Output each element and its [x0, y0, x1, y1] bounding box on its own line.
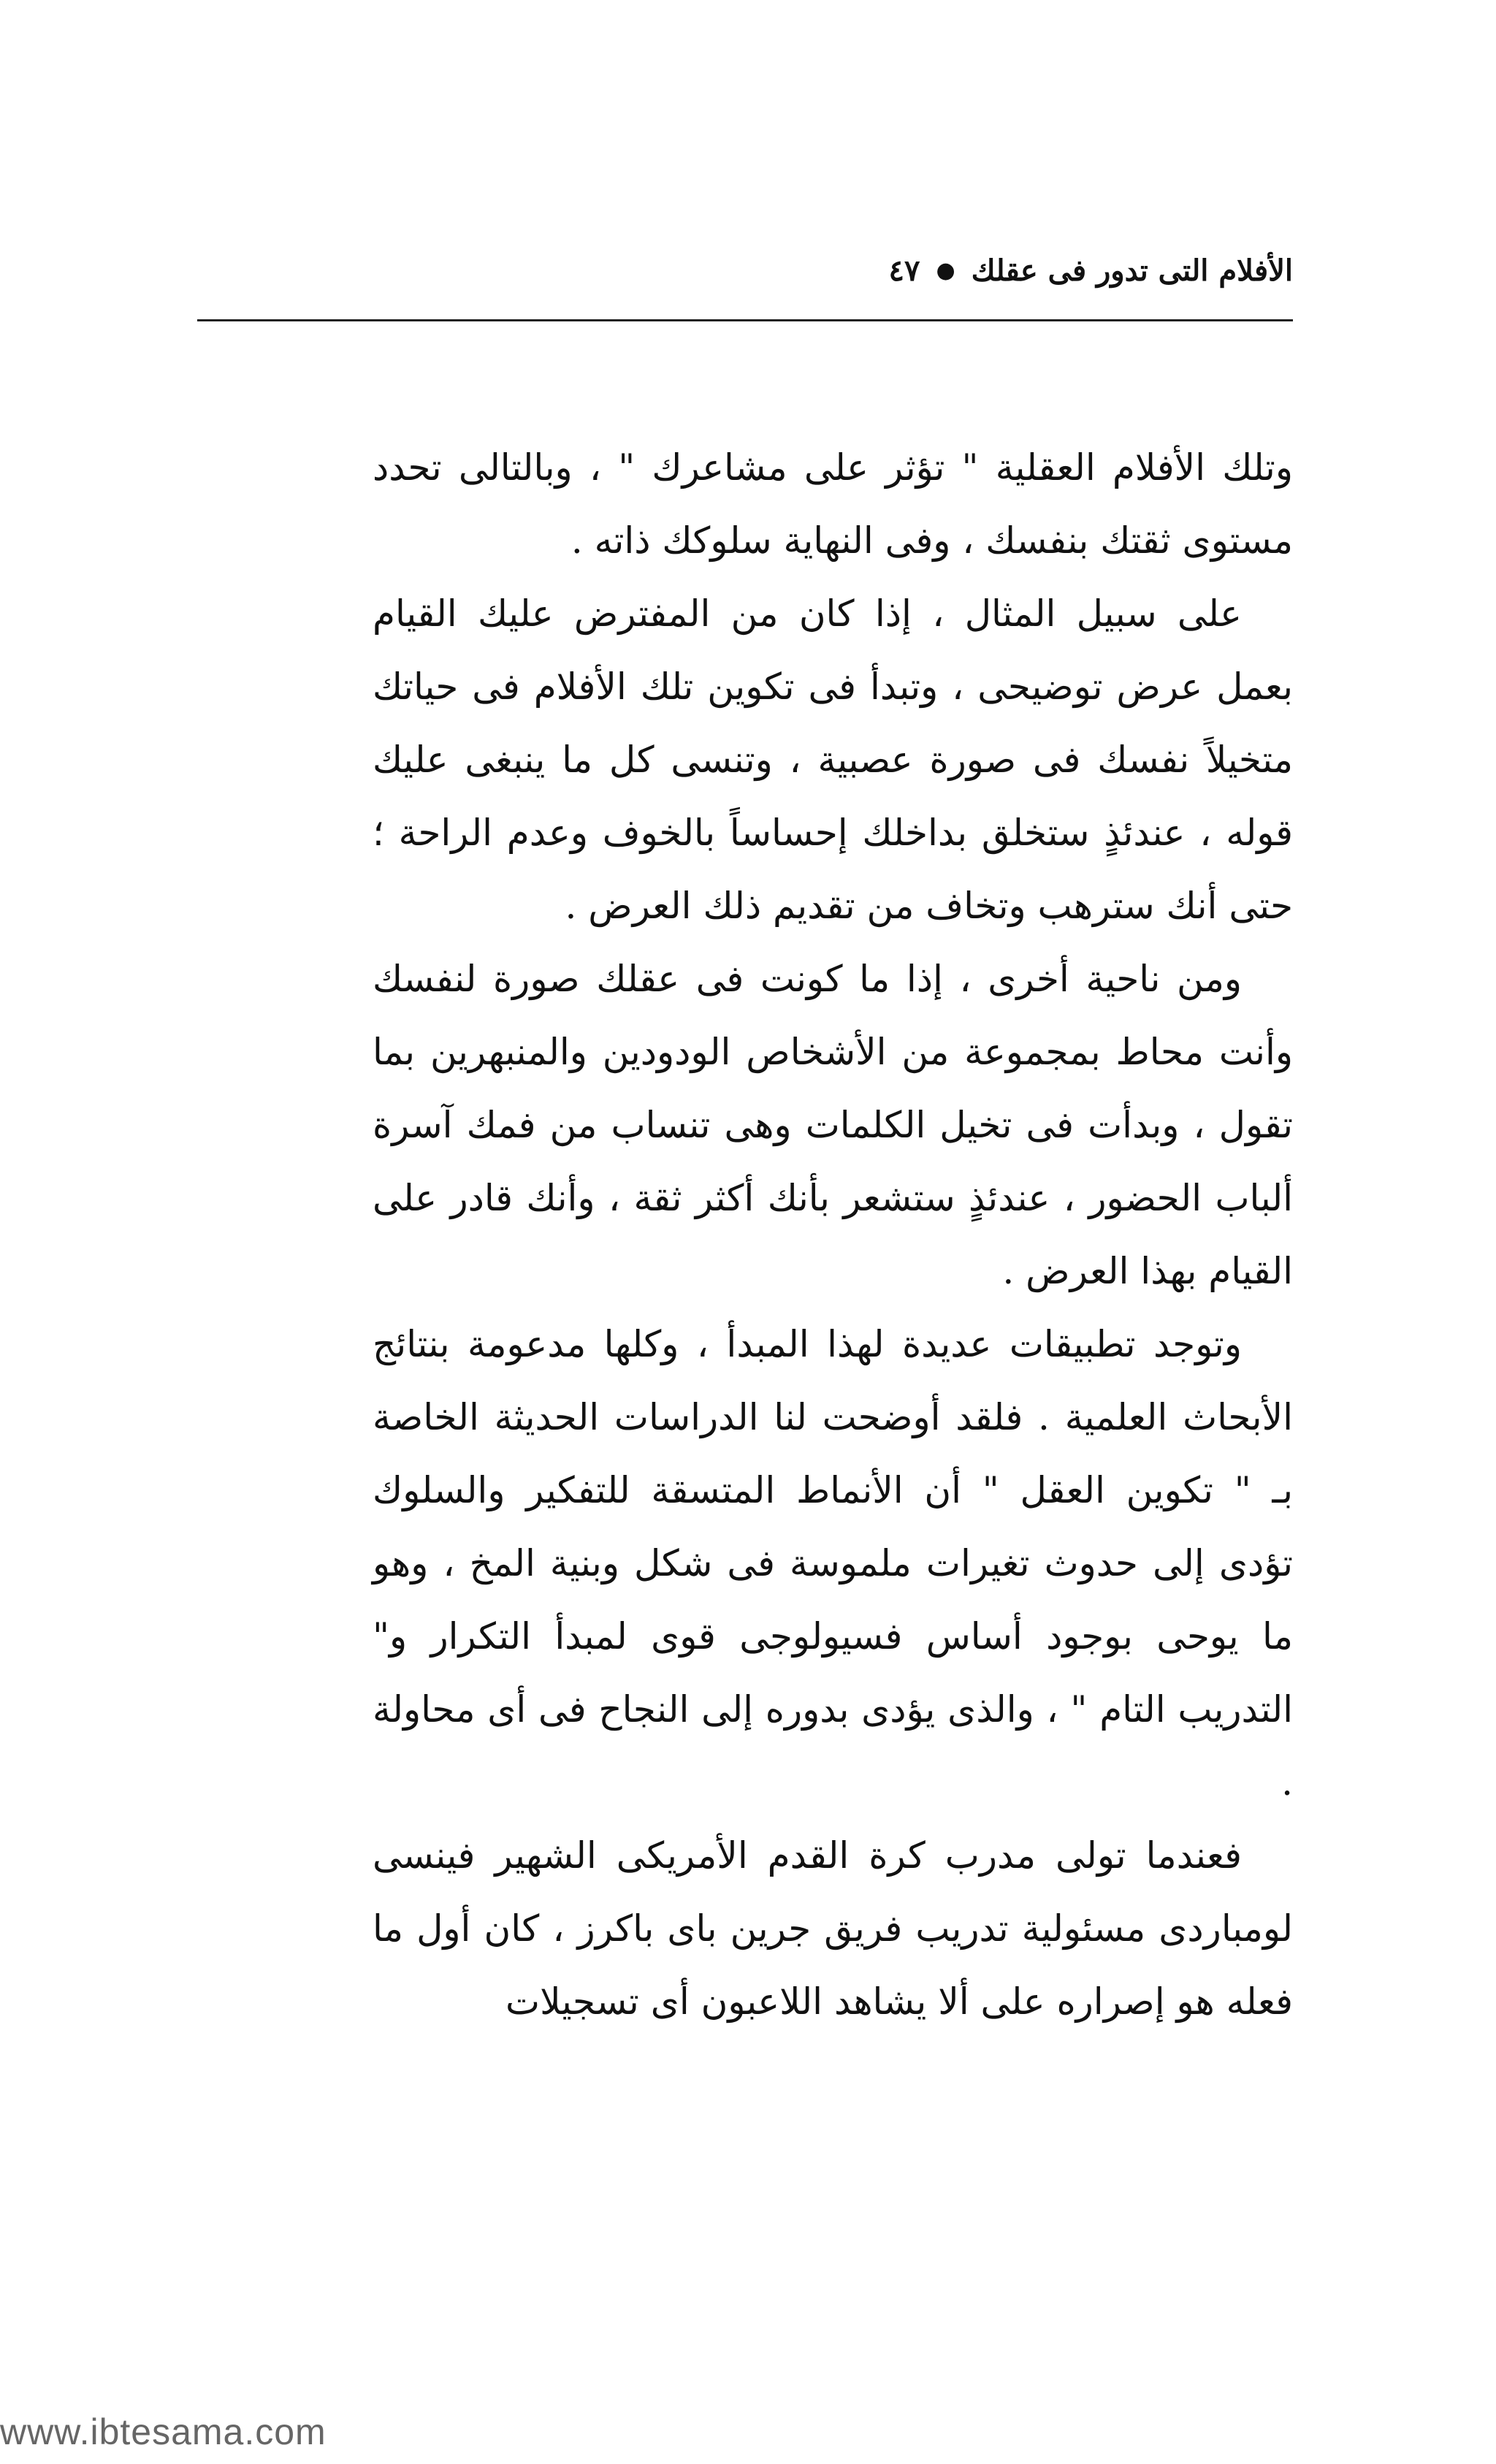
- header-rule: [197, 319, 1293, 321]
- paragraph: وتلك الأفلام العقلية " تؤثر على مشاعرك " ، وبالتالى تحدد مستوى ثقتك بنفسك ، وفى النهاية سلوكك ذاته .: [373, 446, 1293, 562]
- paragraph: ومن ناحية أخرى ، إذا ما كونت فى عقلك صورة لنفسك وأنت محاط بمجموعة من الأشخاص الودودين والمنبهرين بما تقول ، وبدأت فى تخيل الكلمات وهى تنساب من فمك آسرة ألباب الحضور ، عندئذٍ ستشعر بأنك أكثر ثقة ، وأنك قادر على القيام بهذا العرض .: [373, 958, 1293, 1292]
- paragraph: على سبيل المثال ، إذا كان من المفترض عليك القيام بعمل عرض توضيحى ، وتبدأ فى تكوين تلك الأفلام فى حياتك متخيلاً نفسك فى صورة عصبية ، وتنسى كل ما ينبغى عليك قوله ، عندئذٍ ستخلق بداخلك إحساساً بالخوف وعدم الراحة ؛ حتى أنك سترهب وتخاف من تقديم ذلك العرض .: [373, 592, 1293, 927]
- paragraph: وتوجد تطبيقات عديدة لهذا المبدأ ، وكلها مدعومة بنتائج الأبحاث العلمية . فلقد أوضحت لنا الدراسات الحديثة الخاصة بـ " تكوين العقل " أن الأنماط المتسقة للتفكير والسلوك تؤدى إلى حدوث تغيرات ملموسة فى شكل وبنية المخ ، وهو ما يوحى بوجود أساس فسيولوجى قوى لمبدأ التكرار و" التدريب التام " ، والذى يؤدى بدوره إلى النجاح فى أى محاولة .: [373, 1323, 1293, 1804]
- paragraph: فعندما تولى مدرب كرة القدم الأمريكى الشهير فينسى لومباردى مسئولية تدريب فريق جرين باى باكرز ، كان أول ما فعله هو إصراره على ألا يشاهد اللاعبون أى تسجيلات: [373, 1834, 1293, 2023]
- bullet-separator-icon: ●: [936, 257, 955, 283]
- watermark: www.ibtesama.com: [0, 2411, 327, 2452]
- running-header-title: الأفلام التى تدور فى عقلك: [971, 253, 1293, 288]
- page-number: ٤٧: [888, 253, 920, 288]
- body-text: [373, 431, 1293, 2038]
- running-header: [197, 241, 1293, 300]
